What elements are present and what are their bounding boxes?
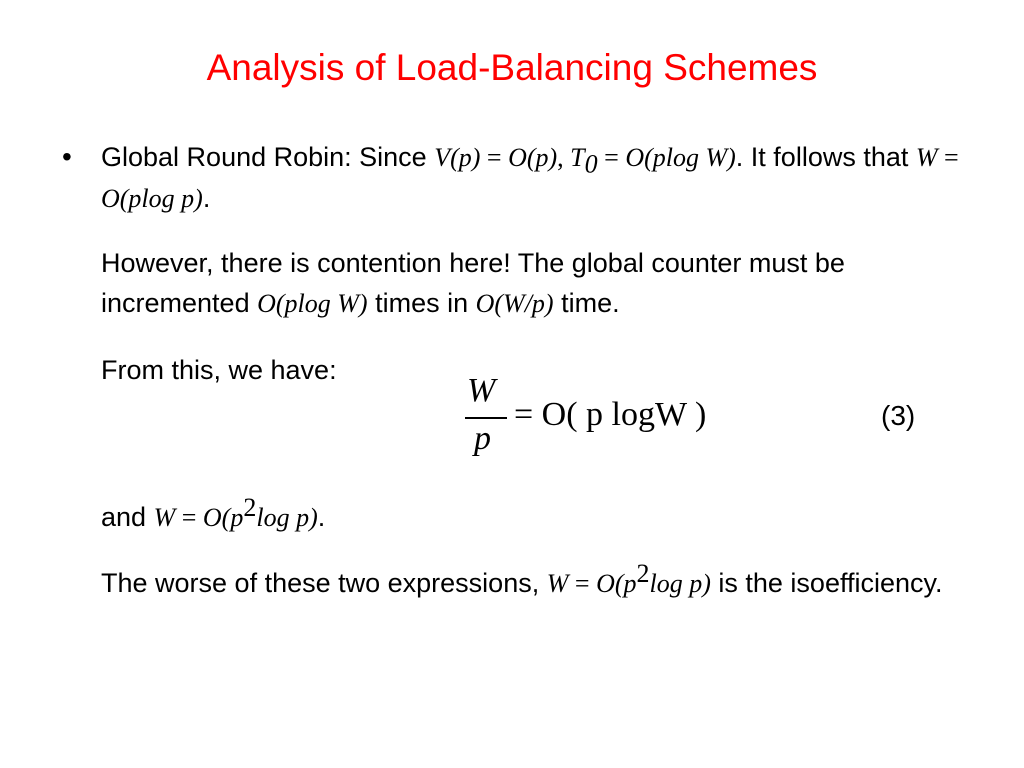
p1-equals-1: =	[480, 143, 509, 172]
equation-3	[462, 372, 742, 468]
paragraph-global-round-robin	[101, 137, 981, 219]
paragraph-contention	[101, 243, 981, 324]
p4-equals: =	[175, 503, 203, 532]
p2-math-owp: O(W/p)	[475, 289, 554, 318]
p4-text-a: and	[101, 502, 154, 532]
p5-text-a: The worse of these two expressions,	[101, 568, 547, 598]
p4-text-b: .	[317, 502, 326, 532]
equation-denominator: p	[474, 420, 491, 457]
p1-equals-2: =	[597, 143, 626, 172]
p2-math-oplogw: O(plog W)	[257, 289, 368, 318]
equation-rhs: = O( p logW )	[514, 396, 707, 433]
p4-math-op: O(p	[202, 503, 244, 532]
equation-numerator: W	[467, 372, 496, 409]
p4-math-sup: 2	[243, 493, 257, 522]
p5-math-logp: log p)	[649, 569, 711, 598]
p2-text-c: time.	[553, 288, 620, 318]
p1-math-t-sub: 0	[584, 149, 598, 179]
p1-math-w: W	[915, 143, 938, 172]
p2-text-b: times in	[367, 288, 476, 318]
p5-text-b: is the isoefficiency.	[710, 568, 943, 598]
p1-text-a: Global Round Robin: Since	[101, 142, 435, 172]
p2-text-a: However, there is contention here! The global counter must be incremented	[101, 248, 845, 318]
p1-math-t: T	[570, 143, 585, 172]
paragraph-and	[101, 493, 981, 538]
p5-math-op: O(p	[596, 569, 637, 598]
p5-math-w: W	[546, 569, 569, 598]
p1-text-c: .	[202, 183, 211, 213]
p4-math-w: W	[153, 503, 176, 532]
p1-math-vp: V(p)	[434, 143, 481, 172]
p1-math-op: O(p)	[508, 143, 558, 172]
p1-text-b: . It follows that	[735, 142, 916, 172]
fraction-bar	[465, 417, 507, 419]
p1-math-oplogp: O(plog p)	[101, 184, 203, 213]
p1-math-oplogw: O(plog W)	[625, 143, 736, 172]
p5-math-sup: 2	[636, 559, 650, 588]
slide-title: Analysis of Load-Balancing Schemes	[206, 47, 818, 88]
bullet-marker: •	[62, 141, 72, 172]
paragraph-isoefficiency	[101, 559, 981, 604]
p1-comma: ,	[557, 143, 571, 172]
paragraph-from-this: From this, we have:	[101, 355, 337, 385]
p1-equals-3: =	[937, 143, 959, 172]
p4-math-logp: log p)	[256, 503, 318, 532]
equation-number: (3)	[881, 400, 916, 431]
p5-equals: =	[568, 569, 597, 598]
